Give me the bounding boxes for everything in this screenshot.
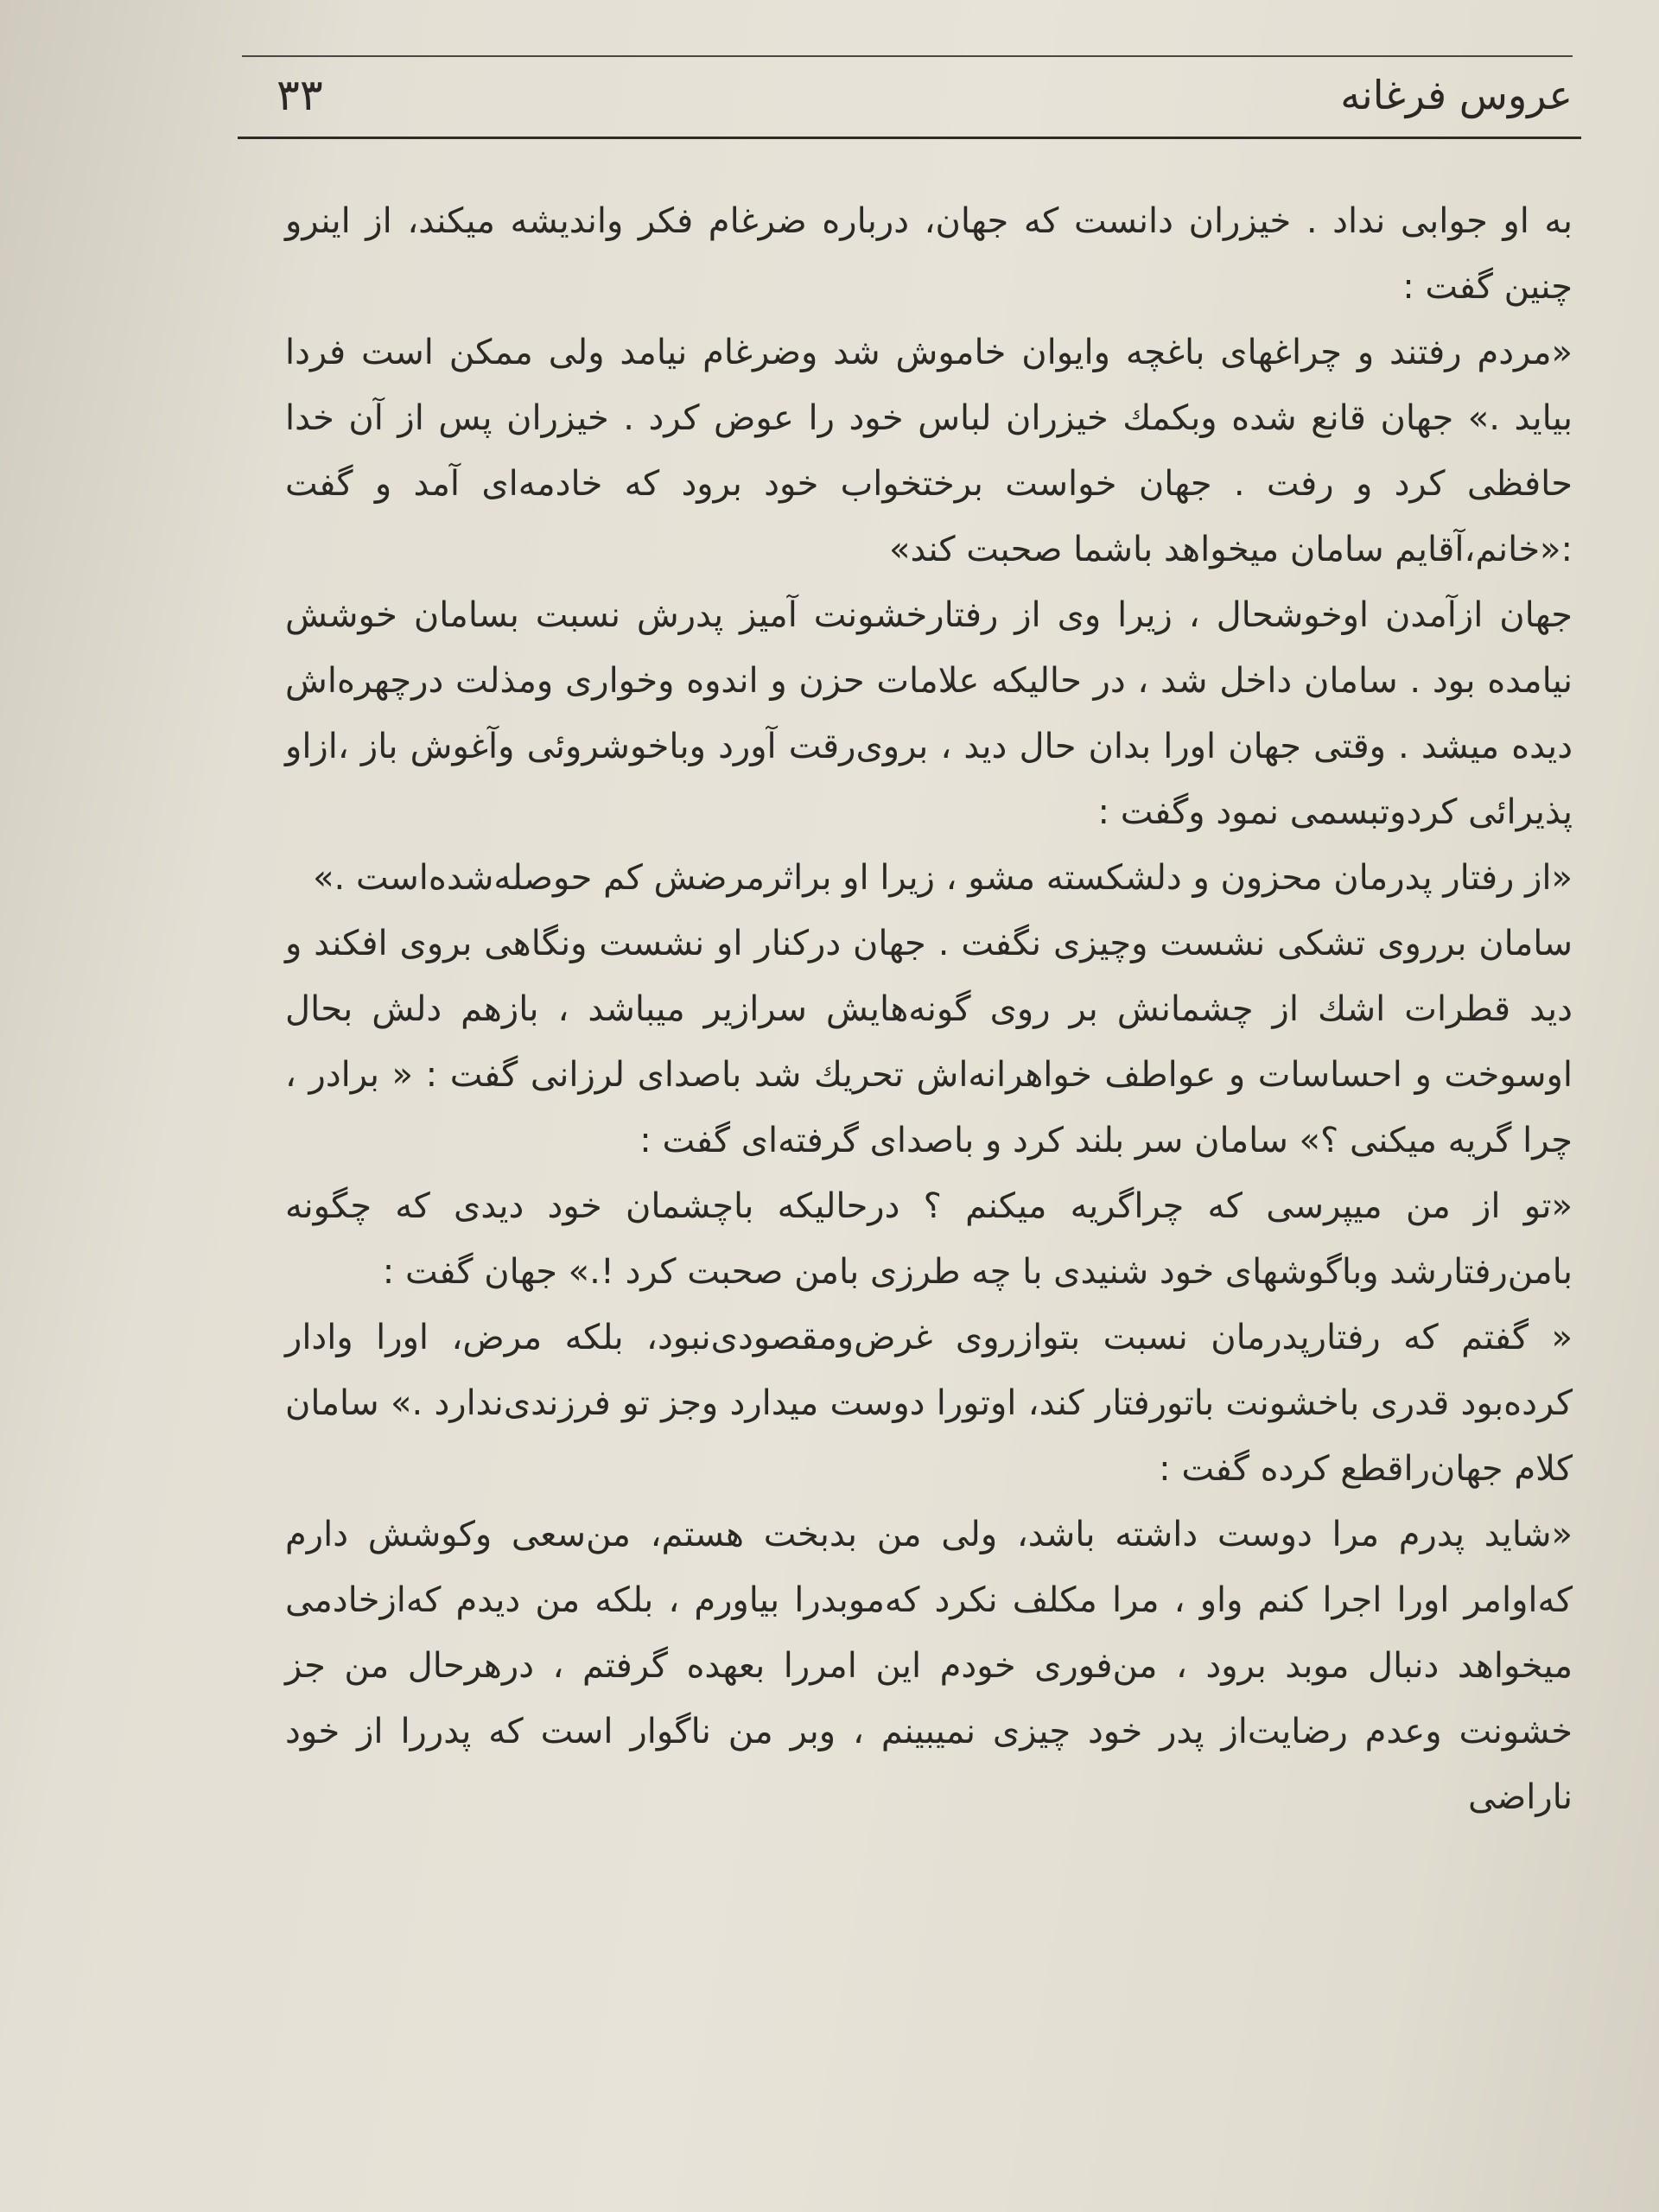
paragraph-5: سامان برروی تشکی نشست وچیزی نگفت . جهان درکنار او نشست ونگاهی بروی افکند و دید قطرات اشك از چشمانش بر روی گونه‌هایش سرازیر میباشد ، بازهم دلش بحال اوسوخت و احساسات و عواطف خواهرانه‌اش تحریك شد باصدای لرزانی گفت : « برادر ، چرا گریه میکنی ؟» سامان سر بلند کرد و باصدای گرفته‌ای گفت : [285,924,1573,1160]
page-number: ۳۳ [276,70,323,120]
top-rule [242,55,1573,57]
paragraph-7: « گفتم که رفتارپدرمان نسبت بتوازروی غرض‌ومقصودی‌نبود، بلکه مرض، اورا وادار کرده‌بود قدری باخشونت باتورفتار کند، اوتورا دوست میدارد وجز تو فرزندی‌ندارد .» سامان کلام جهان‌راقطع کرده گفت : [285,1318,1573,1489]
paragraph-2: «مردم رفتند و چراغهای باغچه وایوان خاموش شد وضرغام نیامد ولی ممکن است فردا بیاید .» جهان قانع شده وبکمك خیزران لباس خود را عوض کرد . خیزران پس از آن خدا حافظی کرد و رفت . جهان خواست برختخواب خود برود که خادمه‌ای آمد و گفت :«خانم،آقایم سامان میخواهد باشما صحبت کند» [285,333,1573,569]
paragraph-3: جهان ازآمدن اوخوشحال ، زیرا وی از رفتارخشونت آمیز پدرش نسبت بسامان خوشش نیامده بود . سامان داخل شد ، در حالیکه علامات حزن و اندوه وخواری ومذلت درچهره‌اش دیده میشد . وقتی جهان اورا بدان حال دید ، بروی‌رقت آورد وباخوشروئی وآغوش باز ،ازاو پذیرائی کردوتبسمی نمود وگفت : [285,595,1573,832]
running-title: عروس فرغانه [1340,72,1573,118]
paragraph-6: «تو از من میپرسی که چراگریه میکنم ؟ درحالیکه باچشمان خود دیدی که چگونه بامن‌رفتارشد وباگوشهای خود شنیدی با چه طرزی بامن صحبت کرد !.» جهان گفت : [285,1186,1573,1292]
paragraph-1: به او جوابی نداد . خیزران دانست که جهان، درباره ضرغام فکر واندیشه میکند، از اینرو چنین گفت : [285,201,1573,307]
paragraph-8: «شاید پدرم مرا دوست داشته باشد، ولی من بدبخت هستم، من‌سعی وکوشش دارم که‌اوامر اورا اجرا کنم واو ، مرا مکلف نکرد که‌موبدرا بیاورم ، بلکه من دیدم که‌ازخادمی میخواهد دنبال موبد برود ، من‌فوری خودم این امررا بعهده گرفتم ، درهرحال من جز خشونت وعدم رضایت‌از پدر خود چیزی نمیبینم ، وبر من ناگوار است که پدررا از خود ناراضی [285,1515,1573,1817]
body-text [285,188,1573,1830]
paragraph-4: «از رفتار پدرمان محزون و دلشکسته مشو ، زیرا او براثرمرضش کم حوصله‌شده‌است .» [313,858,1573,898]
header-rule [238,137,1581,139]
